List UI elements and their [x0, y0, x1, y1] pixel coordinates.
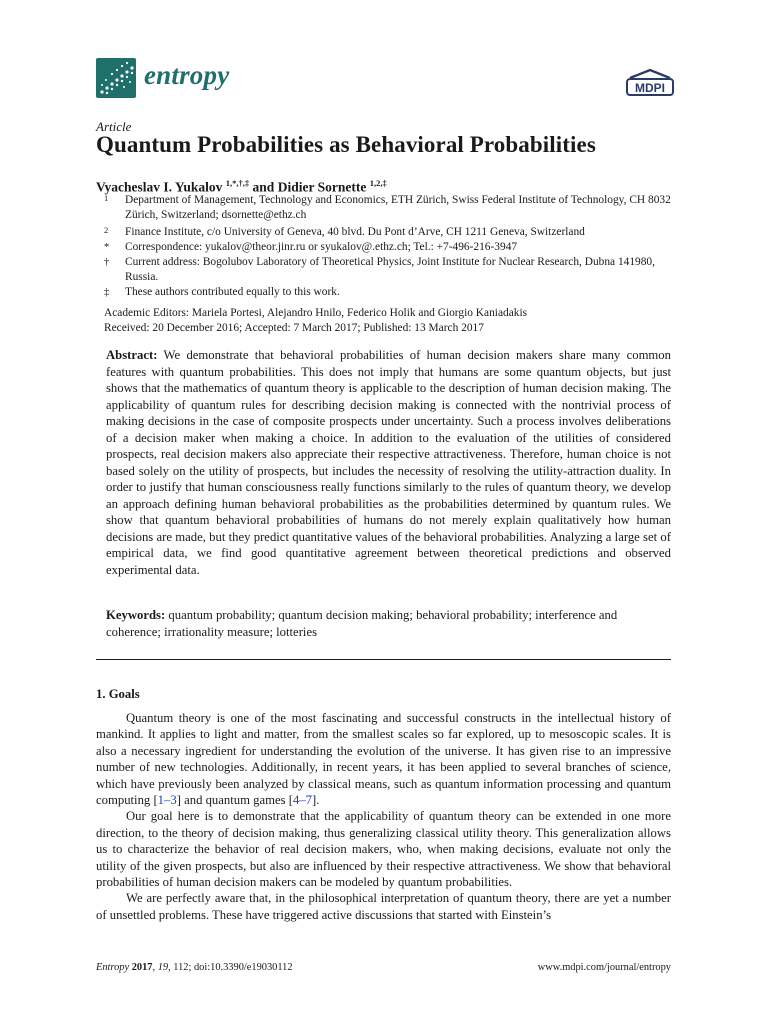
- paragraph: Quantum theory is one of the most fascinating and successful constructs in the intellectual history of mankind. It applies to light and matter, from the smallest scales so far explored, up to mesoscopic scales. It is also a necessary ingredient for understanding the evolution of the universe. It has given rise to an impressive number of new technologies. Additionally, in recent years, it has been applied to several branches of science, which have previously been analyzed by classical means, such as quantum information processing and quantum computing [1–3] and quantum games [4–7].: [96, 711, 671, 808]
- affiliation-text: These authors contributed equally to this work.: [125, 286, 340, 298]
- author-marks: 1,2,‡: [369, 178, 387, 188]
- author-name: Vyacheslav I. Yukalov: [96, 179, 223, 195]
- publication-dates: Received: 20 December 2016; Accepted: 7 March 2017; Published: 13 March 2017: [104, 322, 484, 334]
- abstract-text: We demonstrate that behavioral probabilities of human decision makers share many common features with quantum probabilities. This does not imply that humans are some quantum objects, but just shows that the mathematics of quantum theory is applicable to the description of human decision making. The applicability of quantum rules for describing decision making is connected with the nontrivial process of making decisions in the case of composite prospects under uncertainty. Such a process involves deliberations of a decision maker when making a choice. In addition to the evaluation of the utilities of considered prospects, real decision makers also appreciate their respective attractiveness. Therefore, human choice is not based solely on the utility of prospects, but includes the necessity of resolving the utility-attraction duality. In order to justify that human consciousness really functions similarly to the rules of quantum theory, we develop an approach defining human behavioral probabilities as the probabilities determined by quantum rules. We show that quantum behavioral probabilities of humans do not merely explain qualitatively how human decisions are made, but they predict quantitative values of the behavioral probabilities. Analyzing a large set of empirical data, we find good quantitative agreement between theoretical predictions and observed experimental data.: [106, 348, 671, 577]
- affiliation-mark: †: [104, 257, 110, 268]
- affiliation-text: Finance Institute, c/o University of Geneva, 40 blvd. Du Pont d’Arve, CH 1211 Geneva, Switzerland: [125, 226, 585, 238]
- journal-name: entropy: [144, 60, 230, 90]
- paragraph: We are perfectly aware that, in the philosophical interpretation of quantum theory, there are yet a number of unsettled problems. These have triggered active discussions that started with Einstein’s: [96, 891, 671, 922]
- publisher-logo-text: MDPI: [635, 81, 665, 95]
- body-text: [96, 710, 671, 923]
- affiliation: [104, 193, 674, 223]
- academic-editors: Academic Editors: Mariela Portesi, Alejandro Hnilo, Federico Holik and Giorgio Kaniadakis: [104, 307, 528, 319]
- abstract-label: Abstract:: [106, 348, 158, 362]
- journal-header: [96, 58, 676, 102]
- affiliation: [104, 285, 674, 300]
- paper-title: Quantum Probabilities as Behavioral Probabilities: [96, 132, 596, 157]
- affiliation: [104, 255, 674, 285]
- footer-year: 2017: [131, 962, 153, 973]
- affiliation: [104, 225, 674, 240]
- affiliation-mark: 2: [104, 225, 109, 235]
- affiliation: [104, 240, 674, 255]
- affiliation-text: Correspondence: yukalov@theor.jinr.ru or syukalov@.ethz.ch; Tel.: +7-496-216-3947: [125, 241, 518, 253]
- affiliation-mark: *: [104, 242, 110, 253]
- paragraph: Our goal here is to demonstrate that the applicability of quantum theory can be extended in one more direction, to the theory of decision making, thus generalizing classical utility theory. This generalization allows us to characterize the behavior of real decision makers, who, when making decisions, evaluate not only the utility of the given prospects, but also are influenced by their respective attractiveness. We show that behavioral probabilities of human decision makers can be modeled by quantum probabilities.: [96, 809, 671, 890]
- footer-url[interactable]: www.mdpi.com/journal/entropy: [537, 962, 671, 973]
- editorial-info: [104, 306, 674, 336]
- affiliation-mark: ‡: [104, 287, 110, 298]
- author-marks: 1,*,†,‡: [225, 178, 250, 188]
- affiliation-text: Department of Management, Technology and Economics, ETH Zürich, Swiss Federal Institute of Technology, CH 8032 Zürich, Switzerland; dsornette@ethz.ch: [125, 194, 671, 221]
- affiliation-text: Current address: Bogolubov Laboratory of Theoretical Physics, Joint Institute for Nuclear Research, Dubna 141980, Russia.: [125, 256, 655, 283]
- keywords-text: quantum probability; quantum decision making; behavioral probability; interference and coherence; irrationality measure; lotteries: [106, 608, 618, 639]
- citation-link[interactable]: 4–7: [292, 793, 313, 808]
- citation-link[interactable]: 1–3: [157, 793, 177, 808]
- abstract: [106, 347, 671, 578]
- author-connector: and: [252, 179, 275, 195]
- publisher-logo: [624, 68, 676, 98]
- footer-volume: 19: [157, 962, 169, 973]
- section-divider: [96, 659, 671, 660]
- footer-citation: Entropy 2017, 19, 112; doi:10.3390/e19030112: [96, 962, 293, 973]
- affiliation-mark: 1: [104, 193, 109, 203]
- section-heading: 1. Goals: [96, 687, 140, 701]
- author-name: Didier Sornette: [277, 179, 367, 195]
- journal-logo-icon: [96, 58, 136, 98]
- keywords: [106, 607, 671, 640]
- keywords-label: Keywords:: [106, 608, 166, 622]
- footer-doi: , 112; doi:10.3390/e19030112: [168, 962, 293, 973]
- footer-journal: Entropy: [96, 962, 130, 973]
- article-type: Article: [96, 119, 132, 134]
